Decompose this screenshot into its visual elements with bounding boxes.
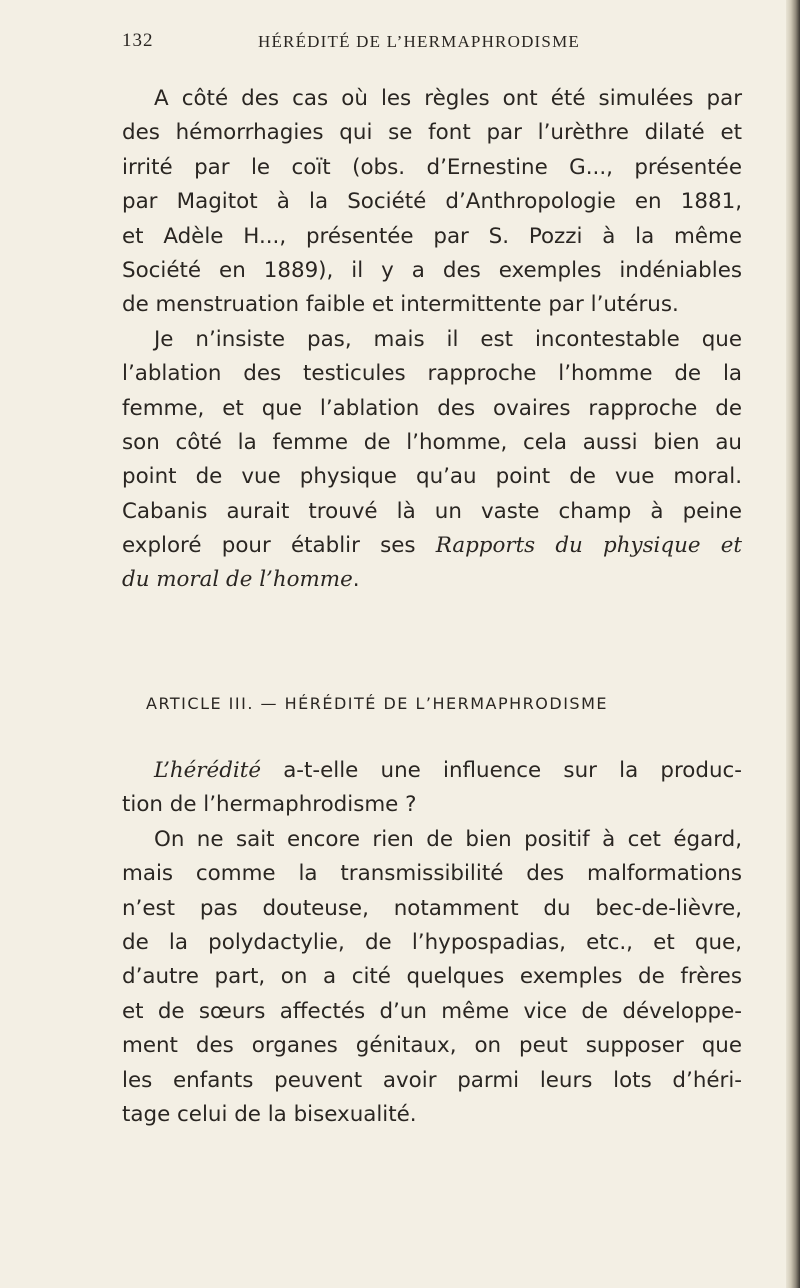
page-number: 132 xyxy=(122,30,154,51)
text-line xyxy=(122,754,742,788)
text-line: A côté des cas où les règles ont été simulées par xyxy=(154,86,742,111)
text-line: point de vue physique qu’au point de vue moral. xyxy=(122,464,742,490)
text-line: On ne sait encore rien de bien positif à cet égard, xyxy=(154,826,742,852)
paragraph-heredity xyxy=(122,754,742,1132)
page-edge-shadow xyxy=(786,0,800,1288)
running-head: HÉRÉDITÉ DE L’HERMAPHRODISME xyxy=(258,32,580,51)
book-title-italic: du moral de l’homme xyxy=(122,567,353,593)
text-line: tage celui de la bisexualité. xyxy=(122,1101,417,1127)
text-line: son côté la femme de l’homme, cela aussi bien au xyxy=(122,429,742,455)
text-line: tion de l’hermaphrodisme ? xyxy=(122,792,417,818)
text-line: Société en 1889), il y a des exemples indéniables xyxy=(122,257,742,283)
text-segment: a-t-elle une influence sur la produc- xyxy=(260,758,742,783)
text-line: irrité par le coït (obs. d’Ernestine G..., présentée xyxy=(122,154,742,180)
book-title-italic: Rapports du physique et xyxy=(435,533,742,559)
text-line: mais comme la transmissibilité des malformations xyxy=(122,861,742,887)
paragraph-menstruation xyxy=(122,82,742,598)
text-line: femme, et que l’ablation des ovaires rapproche de xyxy=(122,395,742,421)
text-line xyxy=(122,563,742,597)
text-line: de la polydactylie, de l’hypospadias, etc., et que, xyxy=(122,929,742,955)
article-heading: ARTICLE III. — HÉRÉDITÉ DE L’HERMAPHRODISME xyxy=(146,694,608,713)
text-line: n’est pas douteuse, notamment du bec-de-lièvre, xyxy=(122,895,742,921)
text-line: ment des organes génitaux, on peut supposer que xyxy=(122,1033,742,1059)
text-line: et de sœurs affectés d’un même vice de développe- xyxy=(122,998,742,1024)
text-line: des hémorrhagies qui se font par l’urèthre dilaté et xyxy=(122,120,742,146)
page-header xyxy=(122,30,742,60)
term-italic: L’hérédité xyxy=(154,758,261,783)
text-line: Je n’insiste pas, mais il est incontestable que xyxy=(154,326,742,352)
text-segment: exploré pour établir ses xyxy=(122,533,436,559)
text-line: de menstruation faible et intermittente par l’utérus. xyxy=(122,292,679,318)
text-line: les enfants peuvent avoir parmi leurs lots d’héri- xyxy=(122,1067,742,1093)
text-line: Cabanis aurait trouvé là un vaste champ à peine xyxy=(122,498,742,524)
text-line: par Magitot à la Société d’Anthropologie en 1881, xyxy=(122,189,742,215)
text-segment: . xyxy=(352,567,360,593)
text-line xyxy=(122,529,742,563)
text-line: d’autre part, on a cité quelques exemples de frères xyxy=(122,964,742,990)
text-line: l’ablation des testicules rapproche l’homme de la xyxy=(122,361,742,387)
text-line: et Adèle H..., présentée par S. Pozzi à la même xyxy=(122,223,742,249)
